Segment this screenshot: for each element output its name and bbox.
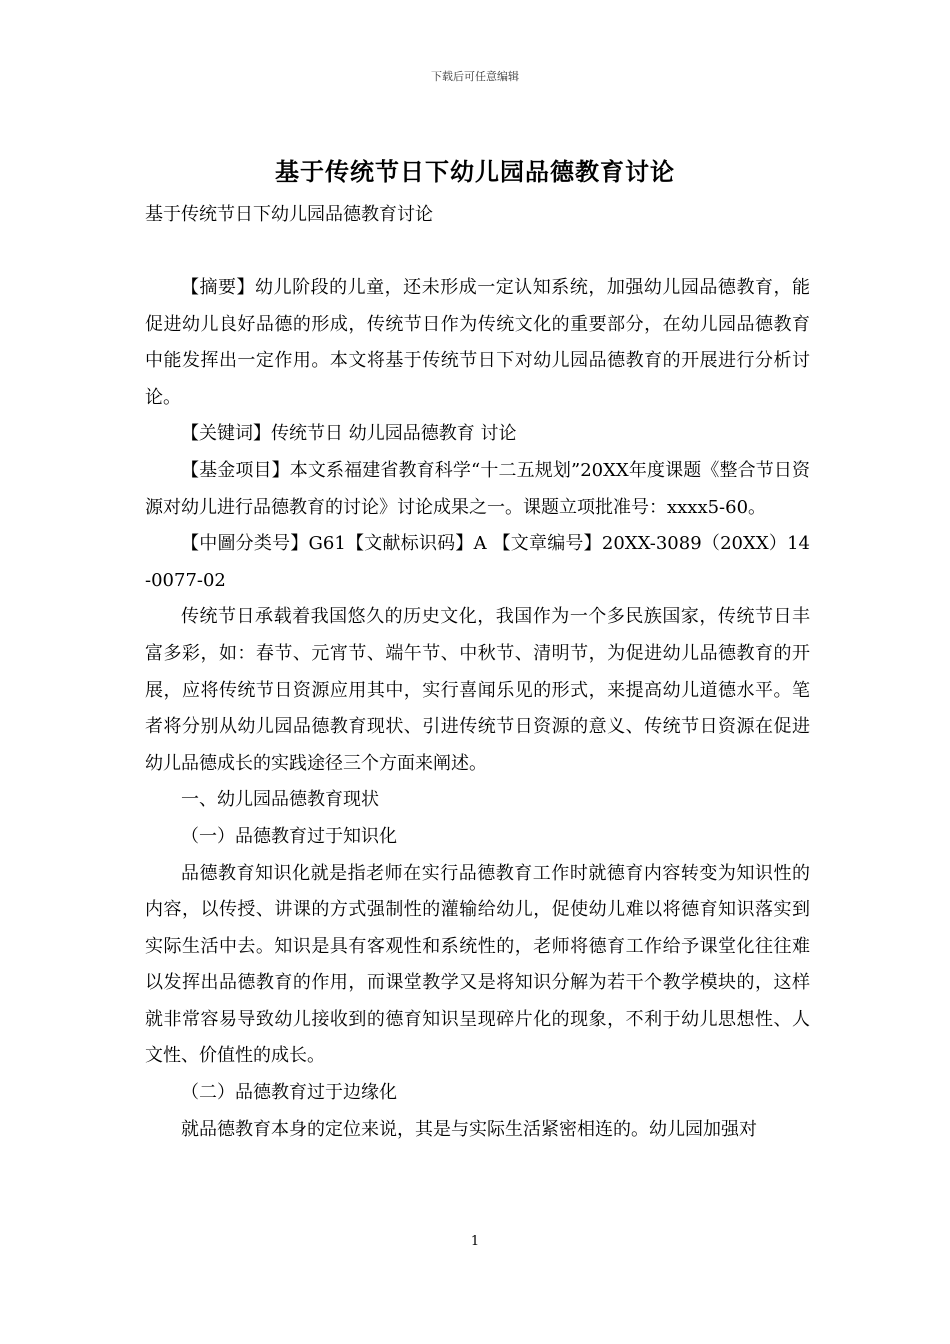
body-paragraph: 品德教育知识化就是指老师在实行品德教育工作时就德育内容转变为知识性的内容，以传授、讲课的方式强制性的灌输给幼儿，促使幼儿难以将德育知识落实到实际生活中去。知识是具有客观性和系统性的，老师将德育工作给予课堂化往往难以发挥出品德教育的作用，而课堂教学又是将知识分解为若干个教学模块的，这样就非常容易导致幼儿接收到的德育知识呈现碎片化的现象，不利于幼儿思想性、人文性、价值性的成长。 (145, 862, 810, 1067)
subsection-heading-2: （二）品德教育过于边缘化 (181, 1082, 397, 1104)
subsection-heading-1: （一）品德教育过于知识化 (181, 825, 397, 847)
section-heading-1: 一、幼儿园品德教育现状 (181, 789, 379, 811)
abstract-paragraph: 【摘要】幼儿阶段的儿童，还未形成一定认知系统，加强幼儿园品德教育，能促进幼儿良好品德的形成，传统节日作为传统文化的重要部分，在幼儿园品德教育中能发挥出一定作用。本文将基于传统节日下对幼儿园品德教育的开展进行分析讨论。 (145, 277, 810, 408)
page-number: 1 (470, 1234, 480, 1249)
document-title: 基于传统节日下幼儿园品德教育讨论 (275, 157, 675, 186)
intro-paragraph: 传统节日承载着我国悠久的历史文化，我国作为一个多民族国家，传统节日丰富多彩，如：春节、元宵节、端午节、中秋节、清明节，为促进幼儿品德教育的开展，应将传统节日资源应用其中，实行喜闻乐见的形式，来提高幼儿道德水平。笔者将分别从幼儿园品德教育现状、引进传统节日资源的意义、传统节日资源在促进幼儿品德成长的实践途径三个方面来阐述。 (145, 606, 810, 774)
body-paragraph: 就品德教育本身的定位来说，其是与实际生活紧密相连的。幼儿园加强对 (181, 1118, 757, 1140)
classification-paragraph: 【中圖分类号】G61【文献标识码】A 【文章编号】20XX-3089（20XX）14-0077-02 (145, 533, 810, 591)
keywords-paragraph: 【关键词】传统节日 幼儿园品德教育 讨论 (181, 423, 517, 445)
document-subtitle: 基于传统节日下幼儿园品德教育讨论 (145, 204, 433, 225)
header-note: 下载后可任意编辑 (431, 70, 519, 83)
fund-project-paragraph: 【基金项目】本文系福建省教育科学“十二五规划”20XX年度课题《整合节日资源对幼儿进行品德教育的讨论》讨论成果之一。课题立项批准号：xxxx5-60。 (145, 459, 810, 518)
document-body (145, 270, 810, 1148)
